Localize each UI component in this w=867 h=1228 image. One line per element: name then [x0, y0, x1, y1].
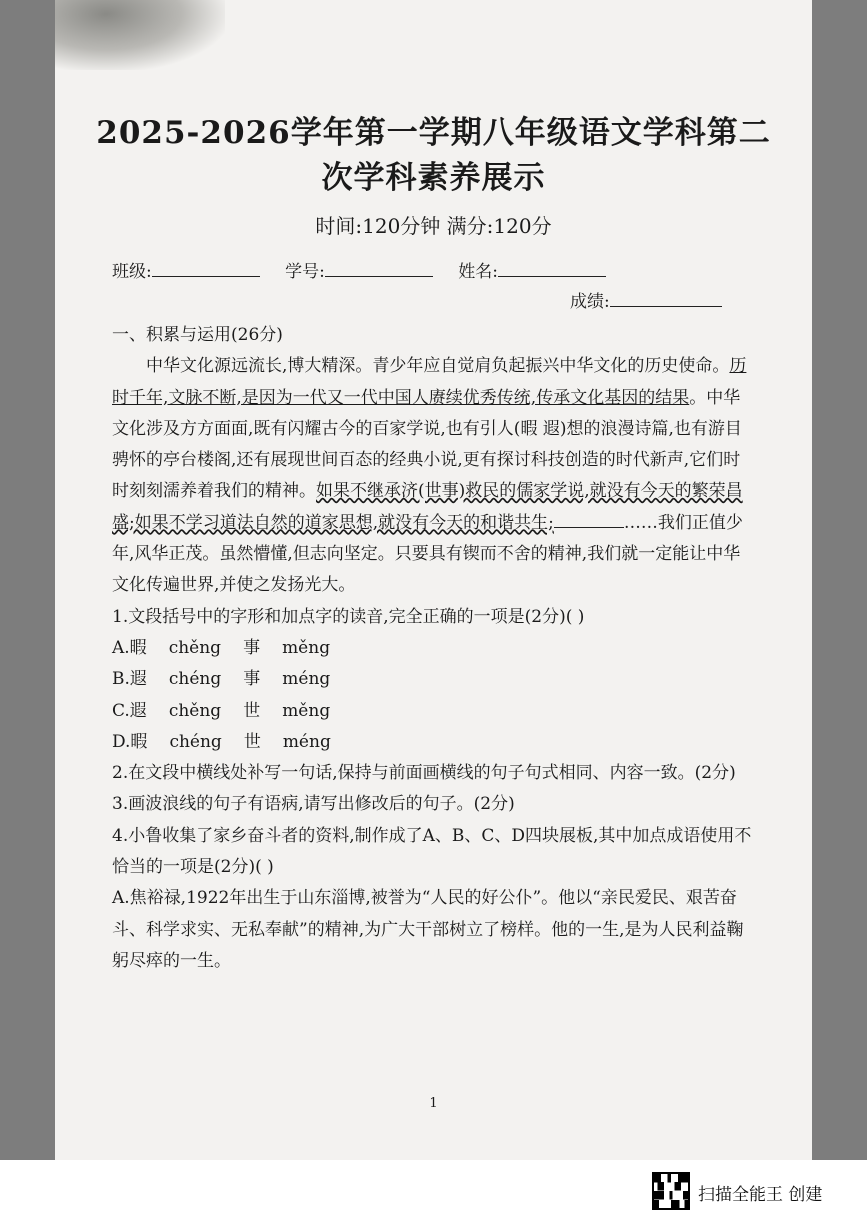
option-d[interactable]: D.暇 chéng 世 méng [112, 731, 331, 752]
question-2: 2.在文段中横线处补写一句话,保持与前面画横线的句子句式相同、内容一致。(2分) [112, 763, 736, 784]
exam-title-line2: 次学科素养展示 [321, 160, 546, 196]
page-number: 1 [429, 1096, 438, 1111]
exam-title-line1: 2025-2026学年第一学期八年级语文学科第二 [96, 115, 771, 151]
exam-paper [55, 0, 812, 1160]
section-heading: 一、积累与运用(26分) [112, 325, 283, 345]
scanner-brand: 扫描全能王 创建 [698, 1185, 823, 1205]
class-field[interactable]: 班级: [112, 258, 260, 285]
passage: 中华文化源远流长,博大精深。青少年应自觉肩负起振兴中华文化的历史使命。历时千年,文脉不断,是因为一代又一代中国人赓续优秀传统,传承文化基因的结果。中华文化涉及方方面面,既有闪耀古今的百家学说,也有引人(暇 遐)想的浪漫诗篇,也有游目骋怀的亭台楼阁,还有展现世间百态的经典小说,更有探讨科技创造的时代新声,它们时时刻刻濡养着我们的精神。如果不继承济(世事)救民的儒家学说,就没有今天的繁荣昌盛;如果不学习道法自然的道家思想,就没有今天的和谐共生; ……我们正值少年,风华正茂。虽然懵懂,但志向坚定。只要具有锲而不舍的精神,我们就一定能让中华文化传遍世界,并使之发扬光大。 [112, 356, 747, 596]
student-id-field[interactable]: 学号: [285, 258, 433, 285]
question-3: 3.画波浪线的句子有语病,请写出修改后的句子。(2分) [112, 794, 515, 815]
option-b[interactable]: B.遐 chéng 事 méng [112, 669, 331, 690]
question-4: 4.小鲁收集了家乡奋斗者的资料,制作成了A、B、C、D四块展板,其中加点成语使用不恰当的一项是(2分)( ) [112, 825, 752, 878]
underlined-sentence: 历时千年,文脉不断,是因为一代又一代中国人赓续优秀传统,传承文化基因的结果 [112, 356, 747, 408]
name-field[interactable]: 姓名: [458, 258, 606, 285]
score-field[interactable]: 成绩: [570, 288, 722, 315]
student-fields [112, 258, 626, 285]
qr-code-icon [652, 1172, 690, 1210]
section-accumulation [112, 320, 757, 977]
question-4-option-a: A.焦裕禄,1922年出生于山东淄博,被誉为“人民的好公仆”。他以“亲民爱民、艰苦奋斗、科学求实、无私奉献”的精神,为广大干部树立了榜样。他的一生,是为人民利益鞠躬尽瘁的一生。 [112, 888, 744, 971]
corner-shadow [55, 0, 225, 70]
wavy-sentence: 如果不继承济(世事)救民的儒家学说,就没有今天的繁荣昌盛;如果不学习道法自然的道家思想,就没有今天的和谐共生; [112, 481, 743, 533]
question-1: 1.文段括号中的字形和加点字的读音,完全正确的一项是(2分)( ) [112, 606, 585, 627]
option-a[interactable]: A.暇 chěng 事 měng [112, 637, 331, 658]
option-c[interactable]: C.遐 chěng 世 měng [112, 700, 331, 721]
time-and-score: 时间:120分钟 满分:120分 [315, 214, 552, 238]
fill-blank[interactable] [554, 509, 624, 528]
